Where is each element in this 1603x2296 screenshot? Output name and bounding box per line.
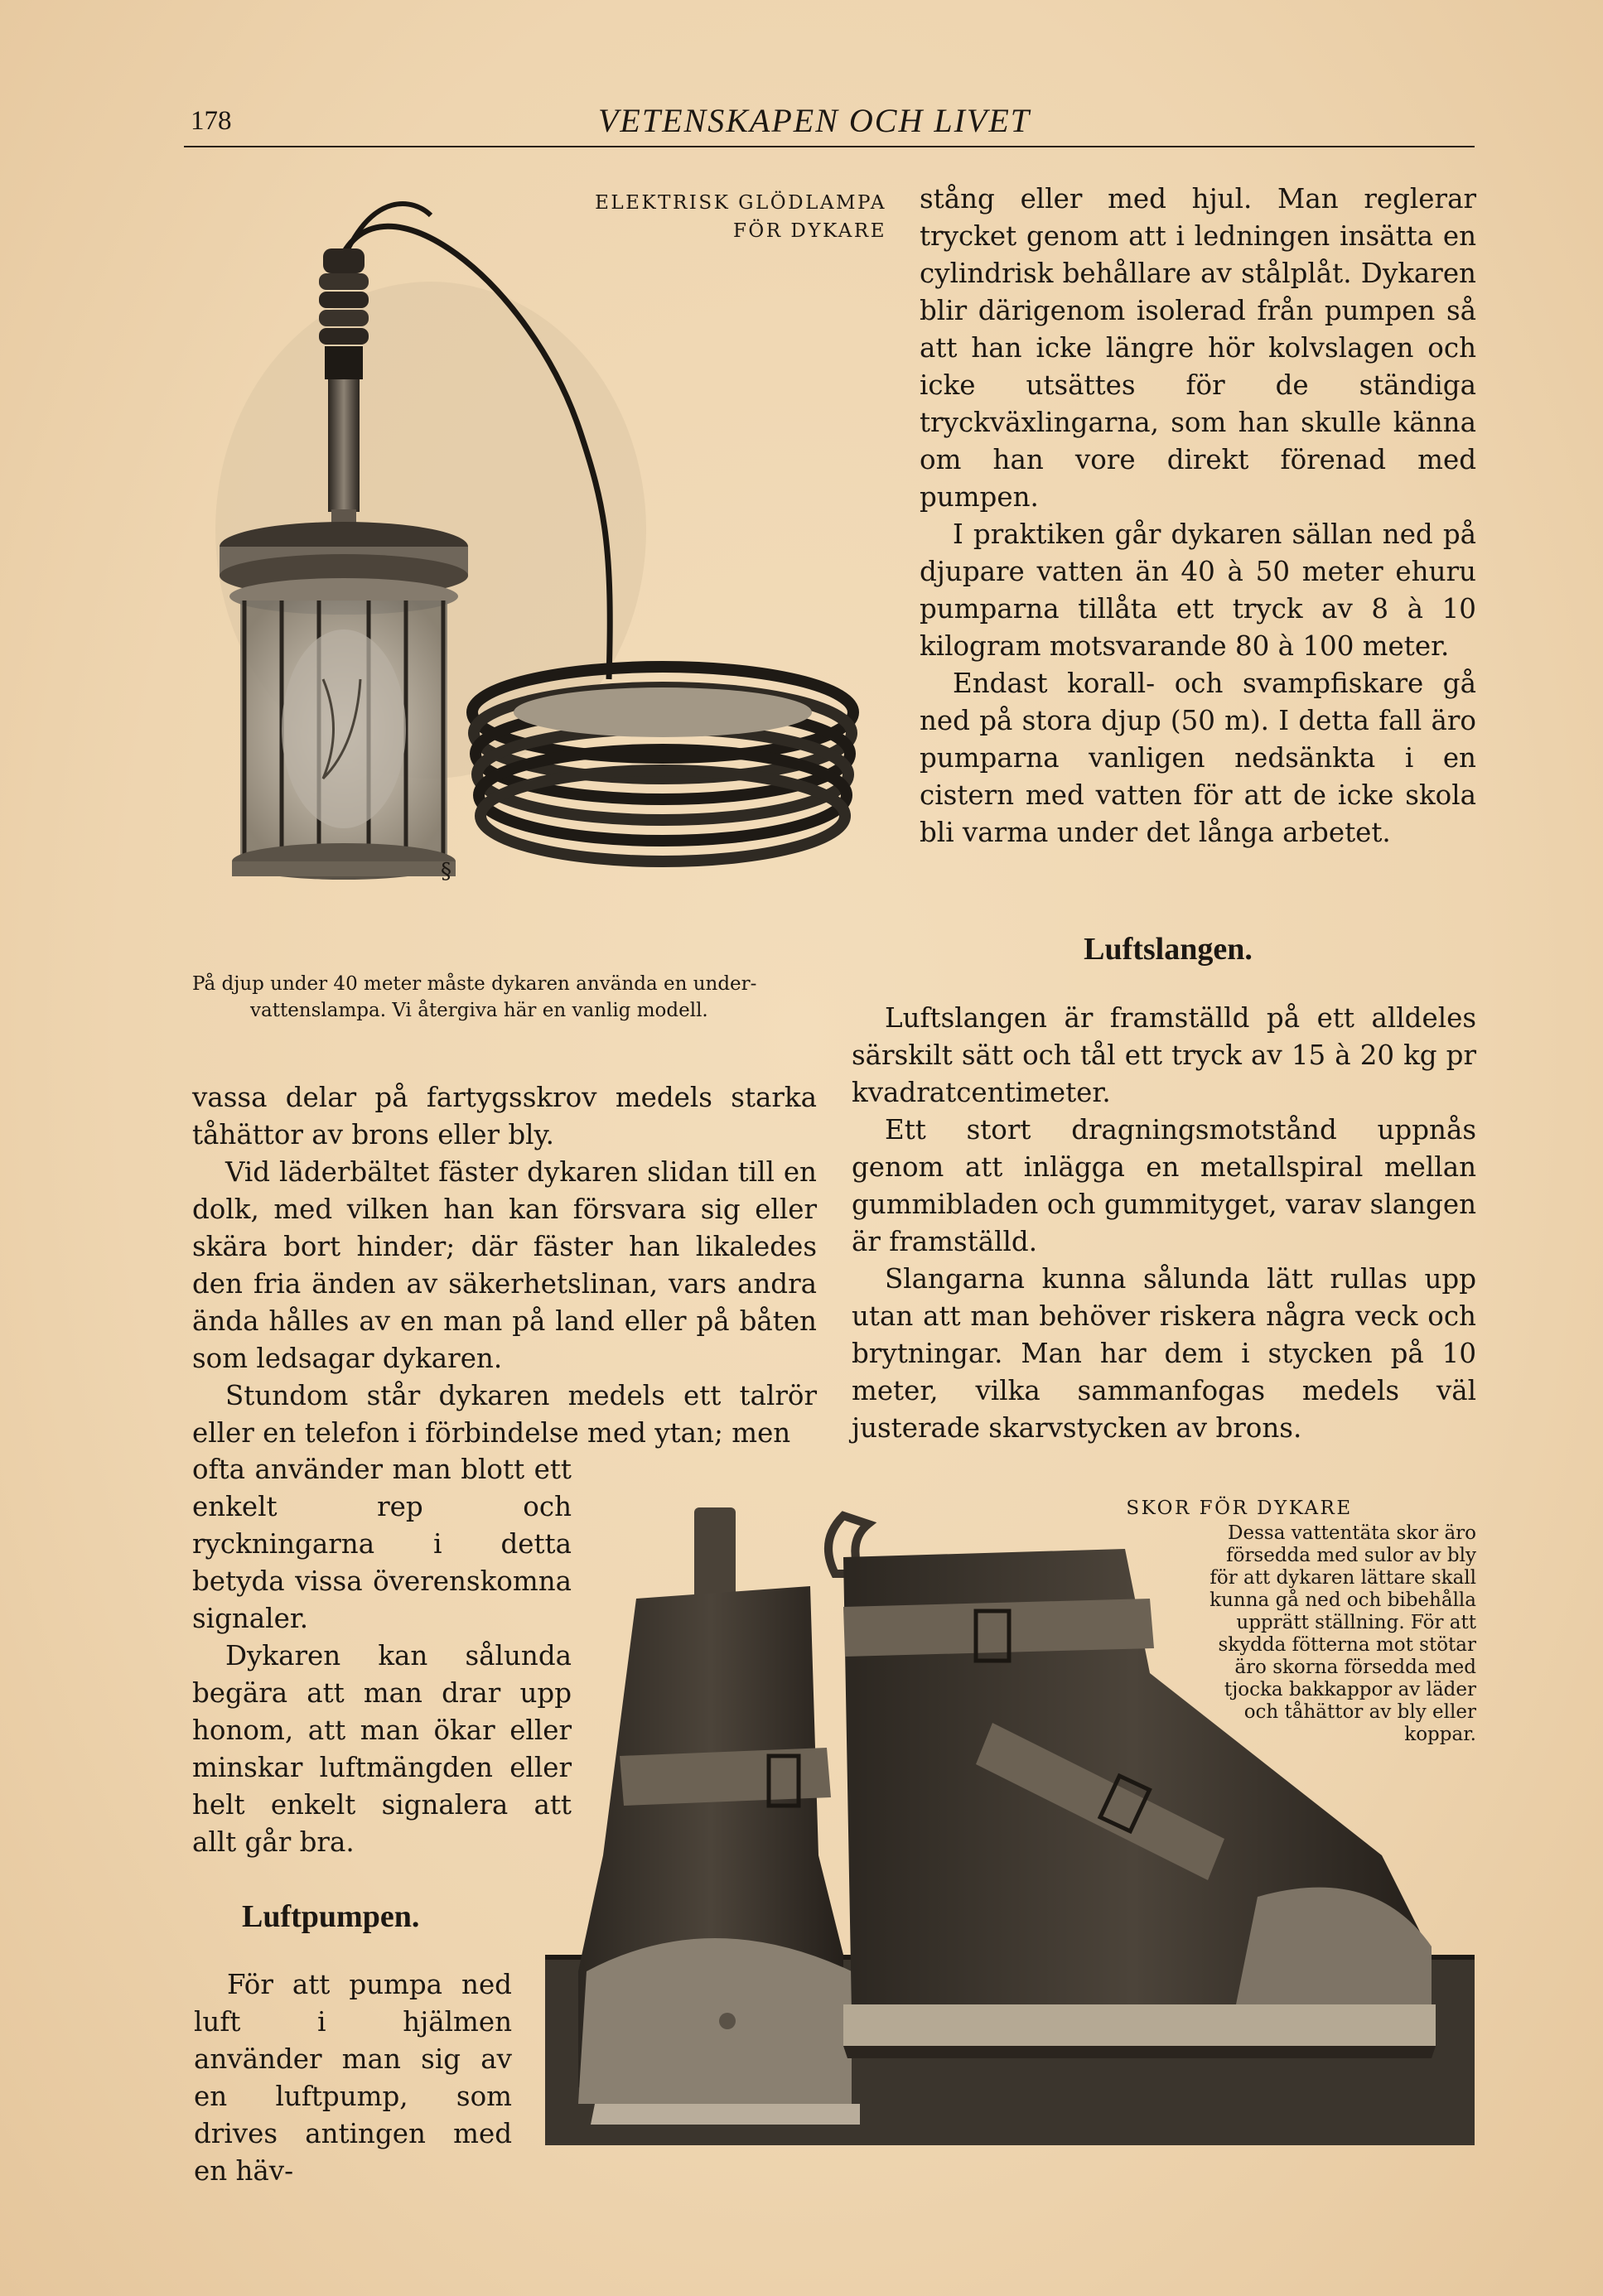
right-column-top-text — [920, 181, 1476, 851]
left-column-text — [192, 1079, 817, 1452]
left-boot — [578, 1507, 860, 2125]
lamp-title-line-1: ELEKTRISK GLÖDLAMPA — [595, 192, 886, 214]
lamp-figure-title — [530, 189, 886, 245]
paragraph: Endast korall- och svampfiskare gå ned på stora djup (50 m). I detta fall äro pumparna vanligen nedsänkta i en cistern med vatten för att de icke skola bli varma under det långa arbetet. — [920, 668, 1476, 848]
header-rule — [184, 146, 1475, 147]
heading-luftpumpen: Luftpumpen. — [242, 1899, 420, 1934]
page-number: 178 — [191, 106, 232, 136]
paragraph: ofta använder man blott ett enkelt rep och ryckningarna i detta betyda vissa överenskomna signaler. — [192, 1454, 572, 1634]
running-title: VETENSKAPEN OCH LIVET — [598, 102, 1031, 139]
lamp-caption-line-2: vattenslampa. Vi återgiva här en vanlig modell. — [250, 1000, 708, 1021]
left-column-narrow-text — [192, 1451, 572, 1861]
lamp-illustration — [182, 182, 878, 944]
luftslangen-text — [852, 1000, 1476, 1447]
svg-text:§: § — [441, 859, 451, 884]
heading-luftslangen: Luftslangen. — [1084, 932, 1253, 967]
shoes-figure-title: SKOR FÖR DYKARE — [1126, 1498, 1353, 1519]
paragraph: stång eller med hjul. Man reglerar trycket genom att i ledningen insätta en cylindrisk behållare av stålplåt. Dykaren blir därigenom isolerad från pumpen så att han icke längre hör kolvslagen och icke utsättes för de ständiga tryckväxlingarna, som han skulle känna om han vore direkt förenad med pumpen. — [920, 183, 1476, 513]
paragraph: I praktiken går dykaren sällan ned på djupare vatten än 40 à 50 meter ehuru pumparna tillåta ett tryck av 8 à 10 kilogram motsvarande 80 à 100 meter. — [920, 519, 1476, 662]
lamp-title-line-2: FÖR DYKARE — [732, 220, 886, 242]
lamp-caption — [192, 971, 921, 1024]
paragraph: Ett stort dragningsmotstånd uppnås genom att inlägga en metallspiral mellan gummibladen och gummityget, varav slangen är framställd. — [852, 1114, 1476, 1257]
paragraph: vassa delar på fartygsskrov medels starka tåhättor av brons eller bly. — [192, 1082, 817, 1150]
paragraph: Stundom står dykaren medels ett talrör eller en telefon i förbindelse med ytan; men — [192, 1380, 817, 1449]
paragraph: Slangarna kunna sålunda lätt rullas upp utan att man behöver riskera några veck och brytningar. Man har dem i stycken på 10 meter, vilka sammanfogas medels väl justerade skarvstycken av brons. — [852, 1263, 1476, 1444]
shoes-caption-block — [928, 1494, 1476, 1746]
paragraph: Dykaren kan sålunda begära att man drar upp honom, att man ökar eller minskar luftmängden eller helt enkelt signalera att allt går bra. — [192, 1640, 572, 1858]
paragraph: Luftslangen är framställd på ett alldeles särskilt sätt och tål ett tryck av 15 à 20 kg pr kvadratcentimeter. — [852, 1002, 1476, 1108]
lamp-caption-line-1: På djup under 40 meter måste dykaren använda en under- — [192, 973, 757, 995]
shoes-caption: Dessa vattentäta skor äro försedda med sulor av bly för att dykaren lättare skall kunna gå ned och bibehålla upprätt ställning. För att skydda fötterna mot stötar äro skorna försedda med tjocka bakkappor av läder och tåhättor av bly eller koppar. — [1209, 1522, 1476, 1745]
paragraph: För att pumpa ned luft i hjälmen använder man sig av en luftpump, som drives antingen med en häv- — [194, 1969, 512, 2187]
luftpumpen-text — [194, 1966, 512, 2190]
paragraph: Vid läderbältet fäster dykaren slidan till en dolk, med vilken han kan försvara sig eller skära bort hinder; där fäster han likaledes den fria änden av säkerhetslinan, vars andra ända hålles av en man på land eller på båten som ledsagar dykaren. — [192, 1156, 817, 1374]
